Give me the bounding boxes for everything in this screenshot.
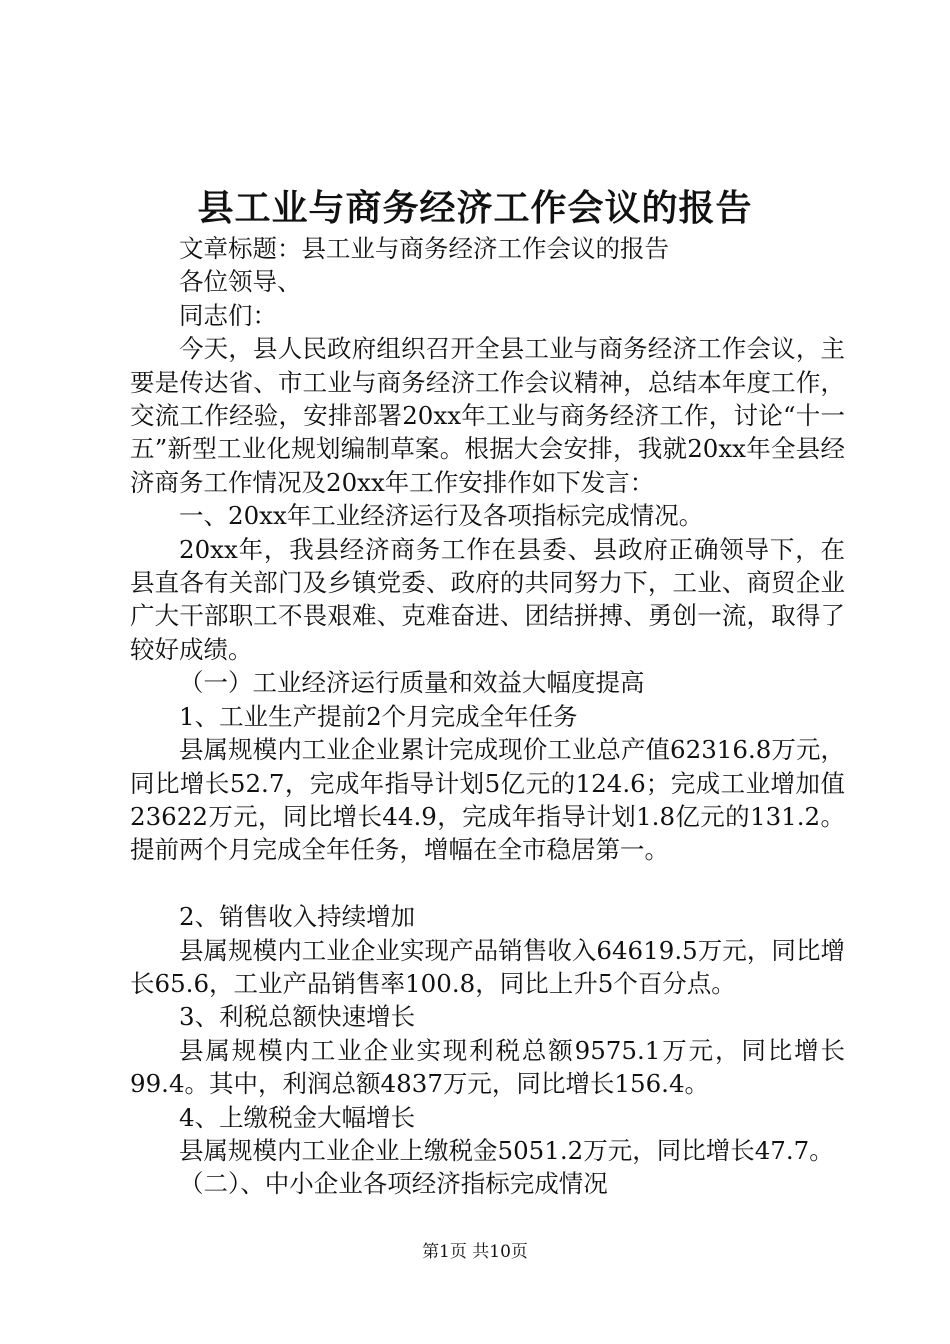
intro-paragraph: 今天，县人民政府组织召开全县工业与商务经济工作会议，主要是传达省、市工业与商务经济工作会议精神，总结本年度工作，交流工作经验，安排部署20xx年工业与商务经济工作，讨论“十一五”新型工业化规划编制草案。根据大会安排，我就20xx年全县经济商务工作情况及20xx年工作安排作如下发言： (130, 334, 845, 497)
item-paragraph-4: 县属规模内工业企业上缴税金5051.2万元，同比增长47.7。 (179, 1135, 834, 1165)
item-paragraph-2: 县属规模内工业企业实现产品销售收入64619.5万元，同比增长65.6，工业产品销售率100.8，同比上升5个百分点。 (130, 935, 845, 998)
document-body (130, 232, 845, 1201)
subsection-heading-1: （一）工业经济运行质量和效益大幅度提高 (179, 668, 645, 698)
document-title: 县工业与商务经济工作会议的报告 (197, 187, 753, 229)
article-title-line: 文章标题：县工业与商务经济工作会议的报告 (179, 234, 669, 263)
item-heading-3: 3、利税总额快速增长 (179, 1002, 416, 1032)
section-heading-1: 一、20xx年工业经济运行及各项指标完成情况。 (179, 501, 704, 531)
salutation-leaders: 各位领导、 (179, 267, 302, 297)
item-heading-1: 1、工业生产提前2个月完成全年任务 (179, 701, 578, 731)
item-paragraph-3: 县属规模内工业企业实现利税总额9575.1万元，同比增长99.4。其中，利润总额4837万元，同比增长156.4。 (130, 1035, 845, 1099)
item-heading-4: 4、上缴税金大幅增长 (179, 1102, 416, 1132)
page-footer: 第1页 共10页 (422, 1242, 528, 1262)
salutation-comrades: 同志们： (179, 300, 277, 330)
item-heading-2: 2、销售收入持续增加 (179, 902, 416, 932)
section-1-paragraph: 20xx年，我县经济商务工作在县委、县政府正确领导下，在县直各有关部门及乡镇党委、政府的共同努力下，工业、商贸企业广大干部职工不畏艰难、克难奋进、团结拼搏、勇创一流，取得了较好成绩。 (130, 534, 845, 664)
subsection-heading-2: （二）、中小企业各项经济指标完成情况 (179, 1169, 608, 1199)
item-paragraph-1: 县属规模内工业企业累计完成现价工业总产值62316.8万元，同比增长52.7，完成年指导计划5亿元的124.6；完成工业增加值23622万元，同比增长44.9，完成年指导计划1.8亿元的131.2。提前两个月完成全年任务，增幅在全市稳居第一。 (130, 735, 845, 865)
